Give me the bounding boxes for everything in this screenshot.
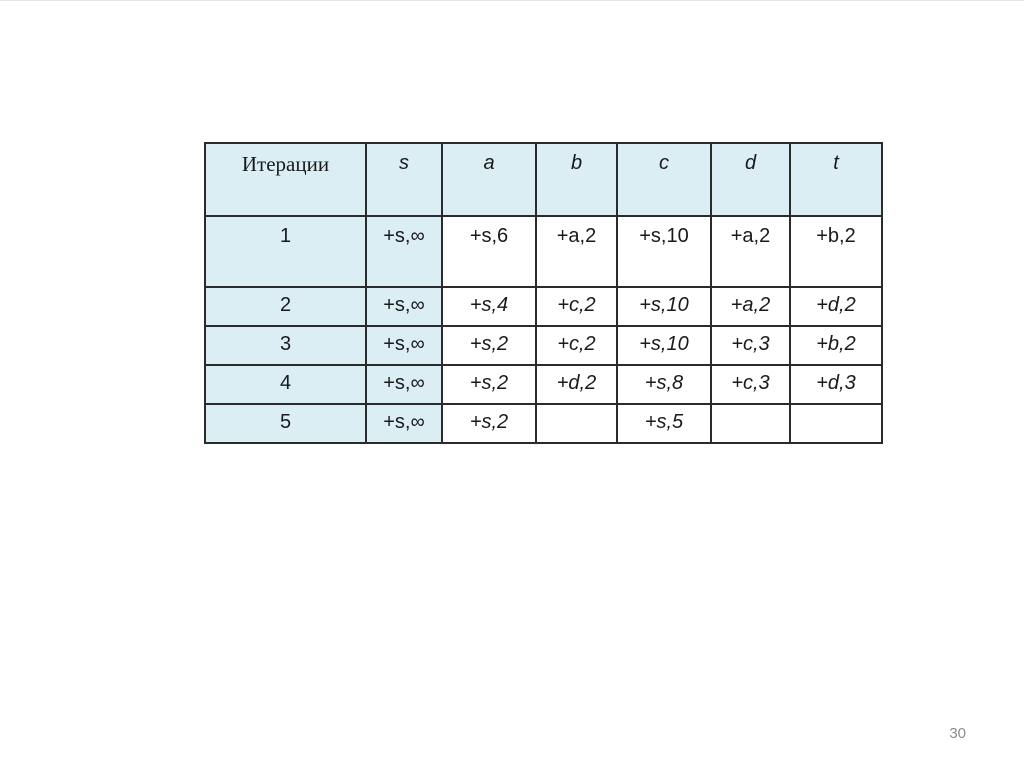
header-b: b [536, 143, 617, 216]
cell-a: +s,4 [442, 287, 536, 326]
cell-d: +a,2 [711, 287, 790, 326]
cell-iteration: 2 [205, 287, 366, 326]
cell-iteration: 4 [205, 365, 366, 404]
header-c: c [617, 143, 711, 216]
cell-iteration: 5 [205, 404, 366, 443]
page-number: 30 [949, 725, 966, 742]
table-row [205, 404, 882, 443]
cell-s: +s,∞ [366, 326, 442, 365]
cell-s: +s,∞ [366, 287, 442, 326]
table-row [205, 287, 882, 326]
cell-c: +s,10 [617, 216, 711, 287]
cell-a: +s,2 [442, 326, 536, 365]
header-iterations: Итерации [205, 143, 366, 216]
cell-t: +b,2 [790, 326, 882, 365]
cell-b: +c,2 [536, 287, 617, 326]
cell-t: +b,2 [790, 216, 882, 287]
iterations-table [204, 142, 883, 444]
cell-c: +s,10 [617, 326, 711, 365]
cell-a: +s,2 [442, 404, 536, 443]
cell-b: +d,2 [536, 365, 617, 404]
cell-b: +a,2 [536, 216, 617, 287]
cell-iteration: 1 [205, 216, 366, 287]
header-s: s [366, 143, 442, 216]
cell-s: +s,∞ [366, 404, 442, 443]
cell-t: +d,2 [790, 287, 882, 326]
header-a: a [442, 143, 536, 216]
cell-b [536, 404, 617, 443]
cell-c: +s,5 [617, 404, 711, 443]
cell-s: +s,∞ [366, 216, 442, 287]
table-header-row [205, 143, 882, 216]
cell-d [711, 404, 790, 443]
header-d: d [711, 143, 790, 216]
cell-d: +c,3 [711, 326, 790, 365]
cell-t: +d,3 [790, 365, 882, 404]
table-row [205, 326, 882, 365]
cell-s: +s,∞ [366, 365, 442, 404]
cell-d: +c,3 [711, 365, 790, 404]
table-row [205, 216, 882, 287]
cell-t [790, 404, 882, 443]
cell-iteration: 3 [205, 326, 366, 365]
cell-c: +s,10 [617, 287, 711, 326]
cell-d: +a,2 [711, 216, 790, 287]
cell-a: +s,2 [442, 365, 536, 404]
cell-b: +c,2 [536, 326, 617, 365]
table-row [205, 365, 882, 404]
cell-a: +s,6 [442, 216, 536, 287]
header-t: t [790, 143, 882, 216]
cell-c: +s,8 [617, 365, 711, 404]
